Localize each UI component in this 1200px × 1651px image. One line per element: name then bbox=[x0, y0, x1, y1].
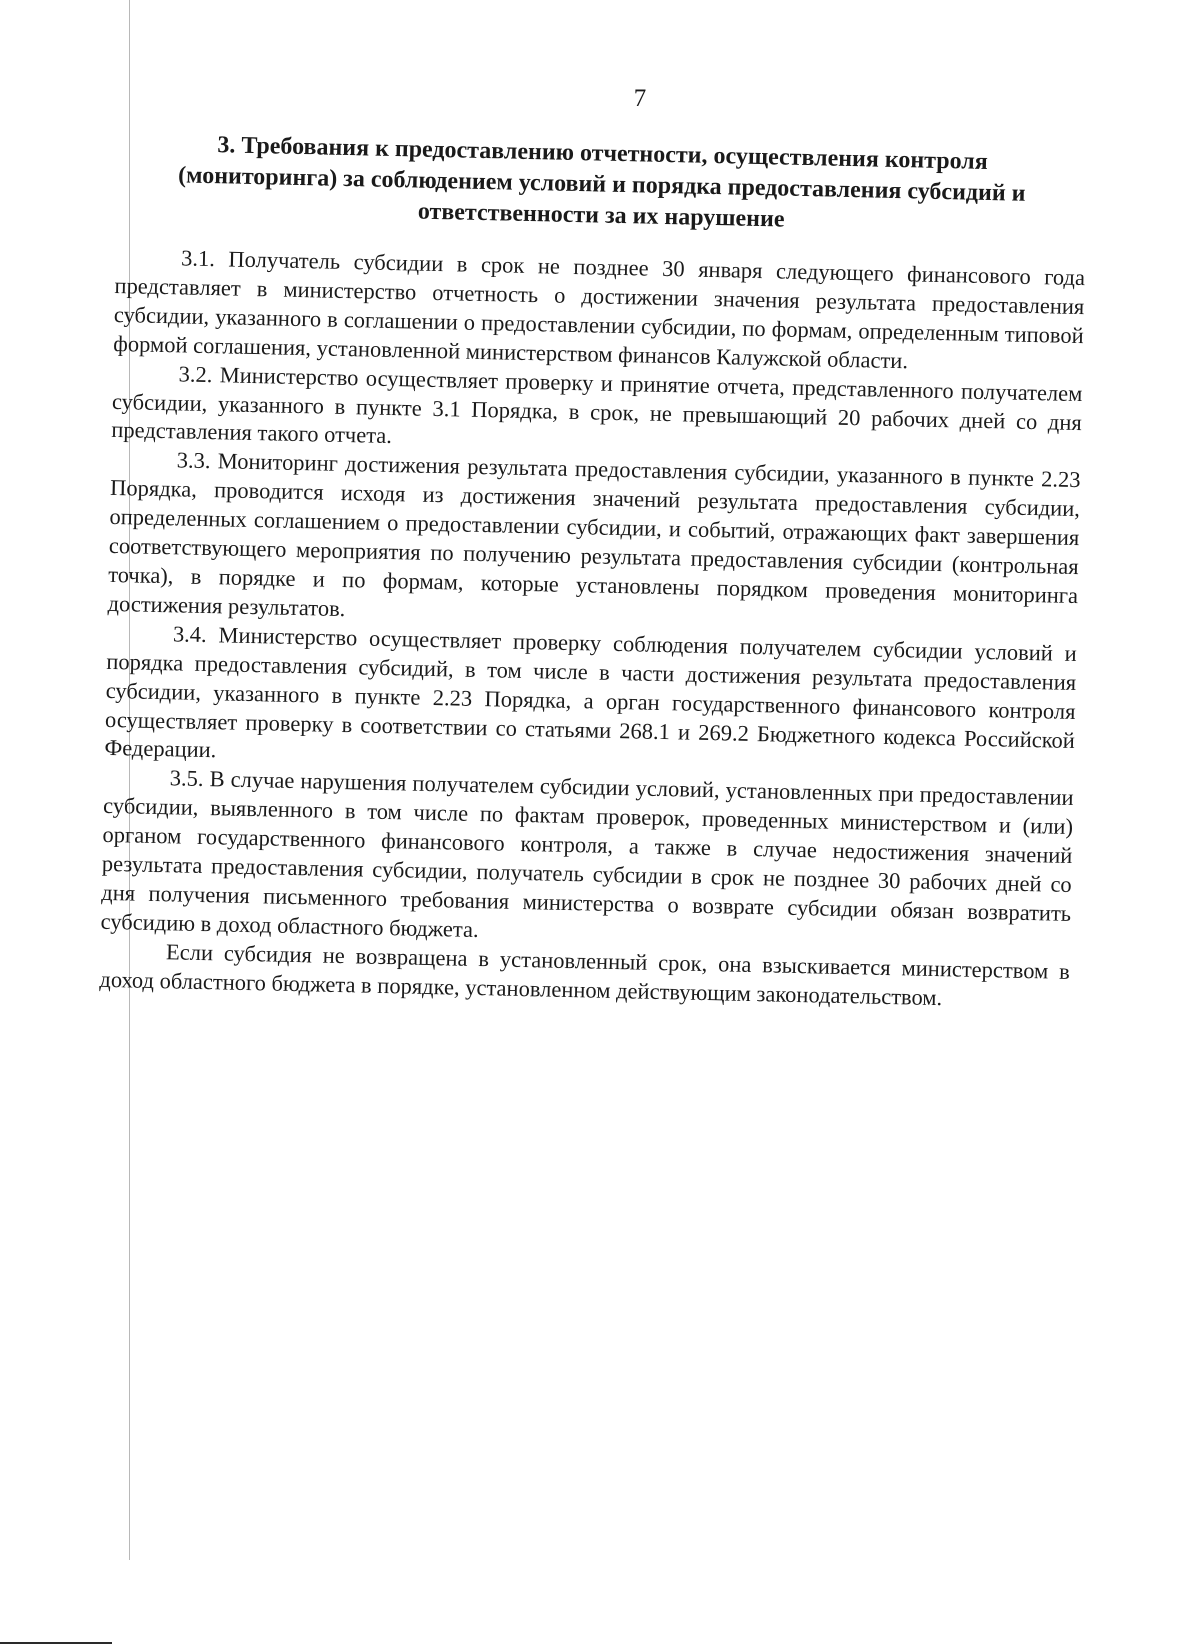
scan-bottom-mark bbox=[0, 1642, 112, 1644]
paragraph-3-2: 3.2. Министерство осуществляет проверку и принятие отчета, представленного получателем субсидии, указанного в пункте 3.1 Порядка, в срок, не превышающий 20 рабочих дней со дня представления такого отчета. bbox=[111, 361, 1083, 449]
heading-line: 3. Требования к предоставлению отчетности, осуществления контроля bbox=[217, 132, 989, 175]
paragraph-3-1: 3.1. Получатель субсидии в срок не позднее 30 января следующего финансового года представляет в министерство отчетность о достижении значения результата предоставления субсидии, указанного в соглашении о предоставлении субсидии, по формам, определенным типовой формой соглашения, установленной министерством финансов Калужской области. bbox=[113, 245, 1086, 374]
heading-line: (мониторинга) за соблюдением условий и порядка предоставления субсидий и bbox=[177, 162, 1026, 207]
paragraph-recovery: Если субсидия не возвращена в установленный срок, она взыскивается министерством в доход областного бюджета в порядке, установленном действующим законодательством. bbox=[99, 938, 1071, 1010]
document-body bbox=[99, 128, 1088, 1016]
section-heading bbox=[116, 128, 1088, 242]
paragraph-3-4: 3.4. Министерство осуществляет проверку соблюдения получателем субсидии условий и порядка предоставления субсидий, в том числе в части достижения результата предоставления субсидии, указанного в пункте 2.23 Порядка, а орган государственного финансового контроля осуществляет проверку в соответствии со статьями 268.1 и 269.2 Бюджетного кодекса Российской Федерации. bbox=[104, 621, 1078, 763]
page-number: 7 bbox=[633, 85, 647, 112]
heading-line: ответственности за их нарушение bbox=[417, 198, 785, 233]
paragraph-3-5: 3.5. В случае нарушения получателем субсидии условий, установленных при предоставлении субсидии, выявленного в том числе по фактам проверок, проведенных министерством и (или) органом государственного финансового контроля, а также в случае недостижения значений результата предоставления субсидии, получатель субсидии в срок не позднее 30 рабочих дней со дня получения письменного требования министерства о возврате субсидии обязан возвратить субсидию в доход областного бюджета. bbox=[100, 765, 1074, 942]
paragraph-3-3: 3.3. Мониторинг достижения результата предоставления субсидии, указанного в пункте 2.23 Порядка, проводится исходя из достижения значений результата предоставления субсидии, определенных соглашением о предоставлении субсидии, и событий, отражающих факт завершения соответствующего мероприятия по получению результата предоставления субсидии (контрольная точка), в порядке и по формам, которые установлены порядком проведения мониторинга достижения результатов. bbox=[107, 447, 1081, 621]
